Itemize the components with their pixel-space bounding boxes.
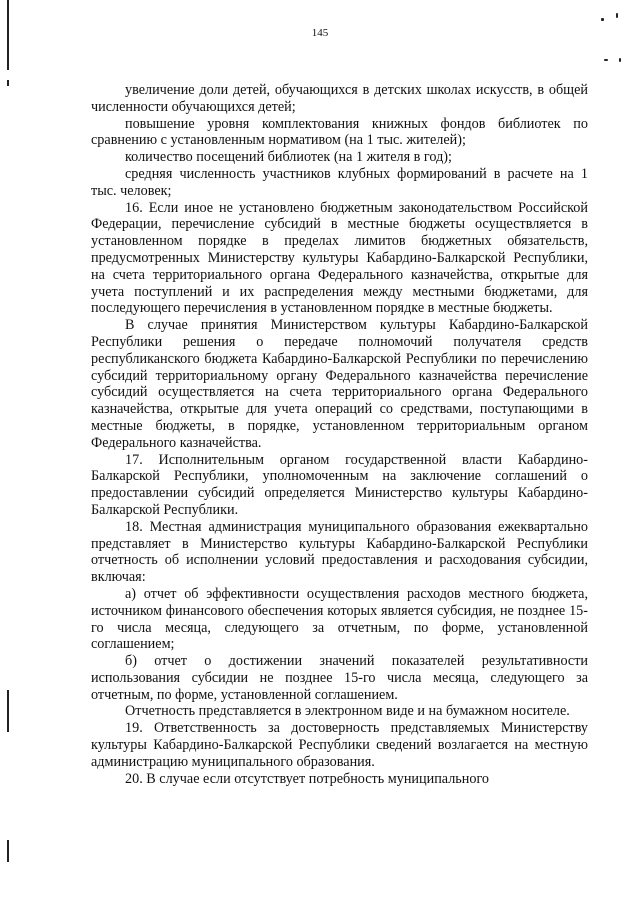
paragraph-reporting-format: Отчетность представляется в электронном виде и на бумажном носителе. [125,703,570,720]
paragraph-indicator-library-funds: повышение уровня комплектования книжных фондов библиотек по сравнению с установленным нормативом (на 1 тыс. жителей); [91,115,588,149]
paragraph-clause-16-continued: В случае принятия Министерством культуры Кабардино-Балкарской Республики решения о передаче полномочий получателя средств республиканского бюджета Кабардино-Балкарской Республики по перечислению субсидий территориальному органу Федерального казначейства перечисление субсидий осуществляется на счета территориального органа Федерального казначейства, открытые для учета операций со средствами, поступающими в местные бюджеты, в порядке, установленном территориальным органом Федерального казначейства. [91,317,588,451]
scan-edge-mark [7,840,9,862]
paragraph-indicator-children-arts: увеличение доли детей, обучающихся в детских школах искусств, в общей численности обучающихся детей; [91,82,588,115]
paragraph-clause-18: 18. Местная администрация муниципального образования ежеквартально представляет в Министерство культуры Кабардино-Балкарской Республики отчетность об исполнении условий предоставления и расходования субсидии, включая: [91,518,588,586]
paragraph-clause-19: 19. Ответственность за достоверность представляемых Министерству культуры Кабардино-Балкарской Республики сведений возлагается на местную администрацию муниципального образования. [91,720,588,770]
scan-speck [604,59,608,61]
scan-speck [601,18,604,21]
paragraph-clause-17: 17. Исполнительным органом государственной власти Кабардино-Балкарской Республики, уполномоченным на заключение соглашений о предоставлении субсидий определяется Министерство культуры Кабардино-Балкарской Республики. [91,451,588,518]
scan-speck [616,13,618,18]
document-body [91,82,588,787]
paragraph-clause-16: 16. Если иное не установлено бюджетным законодательством Российской Федерации, перечисление субсидий в местные бюджеты осуществляется в установленном порядке в пределах лимитов бюджетных обязательств, предусмотренных Министерству культуры Кабардино-Балкарской Республики, на счета территориального органа Федерального казначейства, открытые для учета поступлений и их распределения между местными бюджетами, для последующего перечисления в установленном порядке в местные бюджеты. [91,199,588,317]
paragraph-indicator-library-visits: количество посещений библиотек (на 1 жителя в год); [125,149,452,166]
paragraph-indicator-club-participants: средняя численность участников клубных формирований в расчете на 1 тыс. человек; [91,165,588,199]
scan-edge-mark [7,80,9,86]
paragraph-clause-18-b: б) отчет о достижении значений показателей результативности использования субсидии не позднее 15-го числа месяца, следующего за отчетным, по форме, установленной соглашением. [91,653,588,703]
page-number: 145 [311,27,329,39]
paragraph-clause-20: 20. В случае если отсутствует потребность муниципального [125,770,490,787]
scan-speck [619,58,621,62]
scan-edge-mark [7,690,9,732]
paragraph-clause-18-a: а) отчет об эффективности осуществления расходов местного бюджета, источником финансового обеспечения которых является субсидия, не позднее 15-го числа месяца, следующего за отчетным, по форме, установленной соглашением; [91,585,588,653]
